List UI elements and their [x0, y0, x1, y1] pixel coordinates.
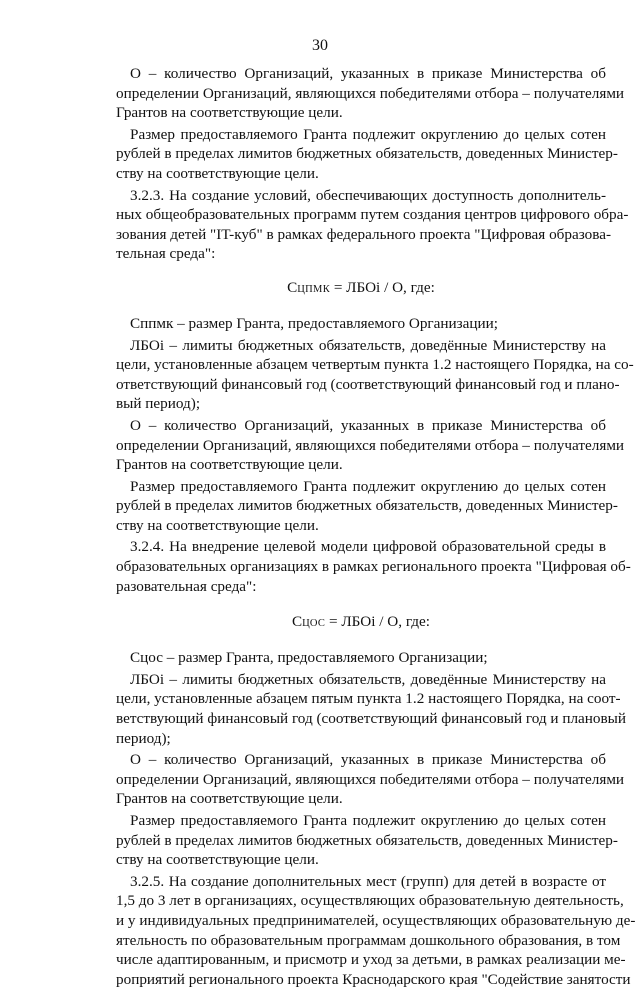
paragraph [116, 477, 618, 536]
page-number: 30 [312, 37, 328, 54]
text-line: ветствующий финансовый год (соответствующий финансовый год и плановый [116, 710, 627, 728]
text-line: ных общеобразовательных программ путем создания центров цифрового обра- [116, 206, 629, 224]
paragraph [116, 125, 618, 184]
text-line: тельная среда": [116, 245, 216, 263]
text-line: зования детей "IT-куб" в рамках федерального проекта "Цифровая образова- [116, 225, 612, 243]
formula-subscript: ЦОС [302, 618, 326, 630]
text-line: ответствующий финансовый год (соответствующий финансовый год и плано- [116, 375, 620, 393]
paragraph [116, 670, 627, 748]
text-line: ятельность по образовательным программам дошкольного образования, в том [116, 931, 621, 949]
text-line: ству на соответствующие цели. [116, 851, 319, 869]
text-line: определении Организаций, являющихся победителями отбора – получателями [116, 84, 625, 102]
text-line: вый период); [116, 395, 201, 413]
paragraph [116, 537, 631, 596]
text-line: 3.2.4. На внедрение целевой модели цифровой образовательной среды в [130, 538, 606, 556]
text-line: О – количество Организаций, указанных в приказе Министерства об [130, 751, 606, 769]
text-line: рублей в пределах лимитов бюджетных обязательств, доведенных Министер- [116, 497, 618, 515]
text-line: определении Организаций, являющихся победителями отбора – получателями [116, 436, 625, 454]
text-line: Грантов на соответствующие цели. [116, 104, 343, 122]
text-line: рублей в пределах лимитов бюджетных обязательств, доведенных Министер- [116, 145, 618, 163]
text-line: 3.2.3. На создание условий, обеспечивающих доступность дополнитель- [130, 186, 606, 204]
text-line: Размер предоставляемого Гранта подлежит округлению до целых сотен [130, 477, 606, 495]
paragraph [116, 872, 636, 990]
paragraph [116, 750, 625, 809]
paragraph [116, 64, 625, 123]
text-line: 1,5 до 3 лет в организациях, осуществляющих образовательную деятельность, [116, 892, 624, 910]
text-line: ЛБОi – лимиты бюджетных обязательств, доведённые Министерству на [130, 670, 606, 688]
formula [116, 612, 606, 634]
formula [116, 278, 606, 300]
text-line: период); [116, 729, 171, 747]
text-line: О – количество Организаций, указанных в приказе Министерства об [130, 416, 606, 434]
paragraph [116, 648, 606, 668]
text-line: цели, установленные абзацем пятым пункта 1.2 настоящего Порядка, на соот- [116, 690, 621, 708]
document-body [116, 64, 636, 991]
paragraph [116, 416, 625, 475]
text-line: Сппмк – размер Гранта, предоставляемого Организации; [130, 314, 498, 332]
formula-symbol: С [287, 278, 298, 296]
text-line: О – количество Организаций, указанных в приказе Министерства об [130, 65, 606, 82]
text-line: числе адаптированным, и присмотр и уход за детьми, в рамках реализации ме- [116, 951, 626, 969]
text-line: Грантов на соответствующие цели. [116, 456, 343, 474]
formula-subscript: ЦПМК [297, 283, 331, 295]
formula-expression: = ЛБОi / О, где: [325, 613, 430, 631]
text-line: Грантов на соответствующие цели. [116, 790, 343, 808]
text-line: рублей в пределах лимитов бюджетных обязательств, доведенных Министер- [116, 831, 618, 849]
text-line: ству на соответствующие цели. [116, 516, 319, 534]
paragraph [116, 314, 606, 334]
text-line: разовательная среда": [116, 577, 257, 595]
paragraph [116, 811, 618, 870]
paragraph [116, 336, 634, 414]
formula-expression: = ЛБОi / О, где: [330, 278, 435, 296]
paragraph [116, 186, 629, 264]
text-line: и у индивидуальных предпринимателей, осуществляющих образовательную де- [116, 911, 636, 929]
text-line: роприятий регионального проекта Краснодарского края "Содействие занятости [116, 970, 631, 988]
formula-symbol: С [291, 613, 303, 631]
text-line: ству на соответствующие цели. [116, 164, 319, 182]
text-line: определении Организаций, являющихся победителями отбора – получателями [116, 770, 625, 788]
text-line: образовательных организациях в рамках регионального проекта "Цифровая об- [116, 558, 631, 576]
text-line: цели, установленные абзацем четвертым пункта 1.2 настоящего Порядка, на со- [116, 356, 634, 374]
text-line: Сцос – размер Гранта, предоставляемого Организации; [130, 649, 488, 667]
text-line: 3.2.5. На создание дополнительных мест (групп) для детей в возрасте от [130, 872, 606, 890]
text-line: Размер предоставляемого Гранта подлежит округлению до целых сотен [130, 812, 606, 829]
text-line: ЛБОi – лимиты бюджетных обязательств, доведённые Министерству на [130, 336, 606, 354]
text-line: Размер предоставляемого Гранта подлежит округлению до целых сотен [130, 125, 606, 143]
